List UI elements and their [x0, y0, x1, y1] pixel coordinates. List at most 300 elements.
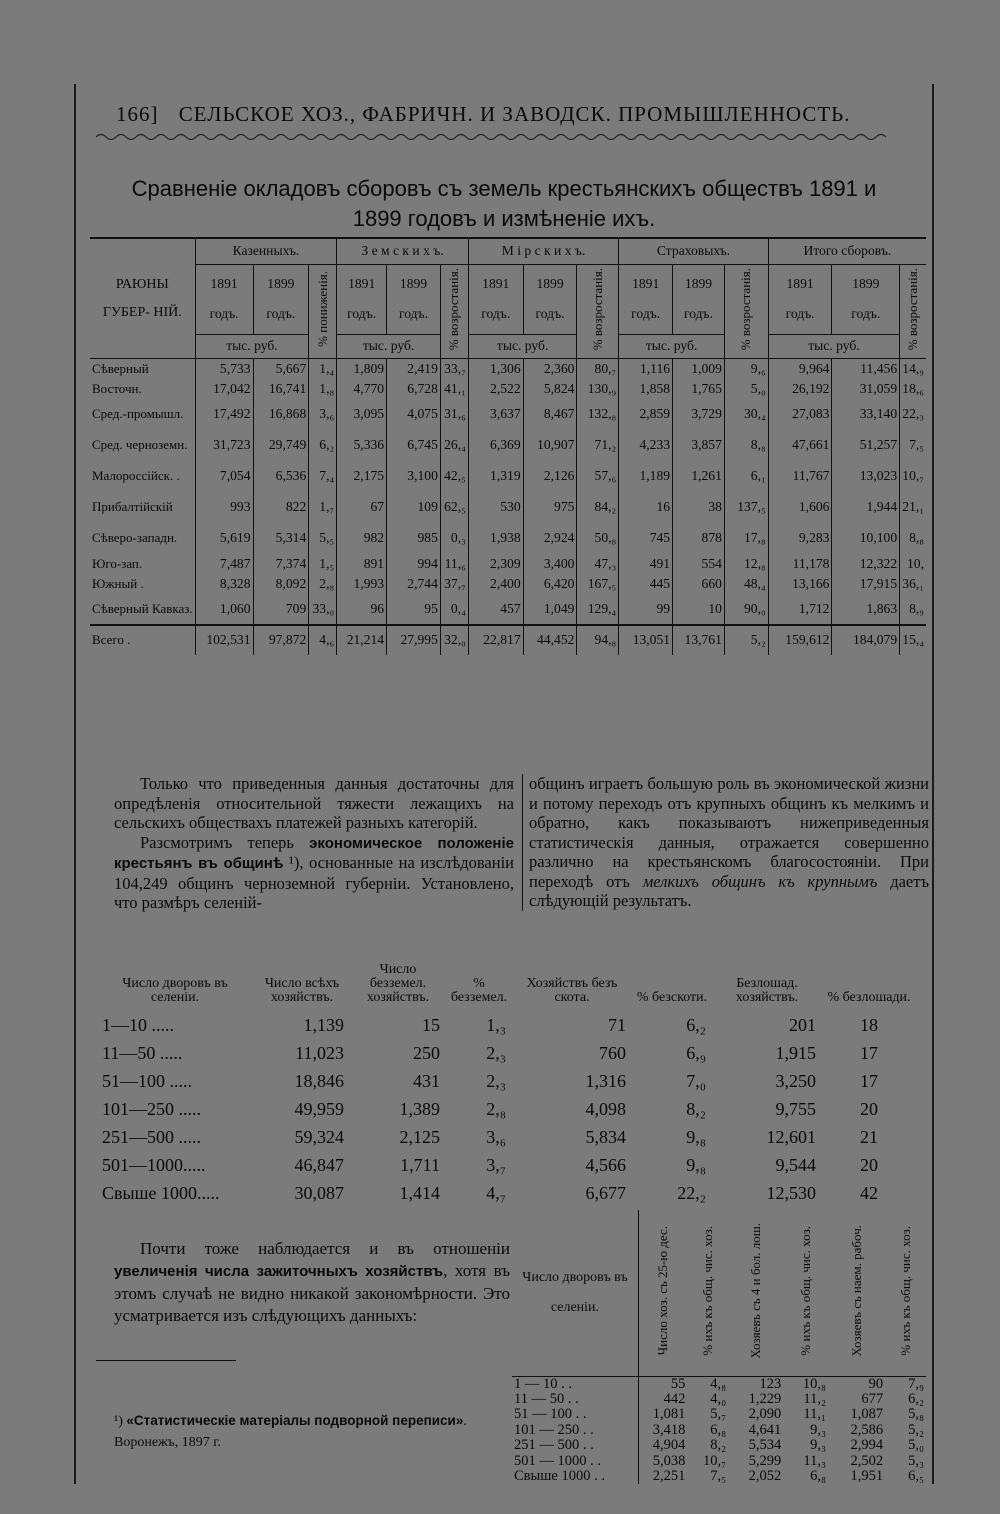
footnote — [114, 1410, 510, 1453]
paragraph-1: Только что приведенныя данныя достаточны для опредѣленія относительной тяжести лежащихъ на сельскихъ обществахъ платежей разныхъ категорій. — [114, 774, 514, 832]
table-cell: 5,299 — [748, 1452, 782, 1469]
table-cell: 2,400 — [468, 574, 523, 594]
table-cell: 17,₈ — [724, 523, 768, 554]
t3-header-7: % ихъ къ общ. чис. хоз. — [897, 1225, 913, 1356]
table-cell: 891 — [337, 554, 387, 574]
table-cell: 29,749 — [253, 430, 309, 461]
pct-increase-header: % возростанія. — [589, 267, 605, 351]
table-cell: 13,023 — [832, 461, 900, 492]
table-cell: 1,993 — [337, 574, 387, 594]
table-cell: 1,009 — [673, 359, 725, 379]
table-cell: 97,872 — [253, 625, 309, 655]
table-cell: 159,612 — [768, 625, 832, 655]
table-row — [90, 430, 926, 461]
t3-header-1: Число дворовъ въ селеніи. — [512, 1210, 638, 1376]
paragraph-4-bold: увеличенія числа зажиточныхъ хозяйствъ — [114, 1263, 444, 1280]
table-cell: 33,₀ — [309, 594, 337, 625]
table-cell: 7,₀ — [686, 1071, 706, 1091]
table-cell: 95 — [387, 594, 441, 625]
god-label: годъ. — [785, 306, 815, 321]
table-cell: 8,₉ — [909, 600, 924, 616]
table-cell: 1,938 — [468, 523, 523, 554]
table-cell: 1 — 10 . . — [512, 1376, 638, 1392]
text-column-right — [522, 774, 929, 911]
page — [74, 84, 934, 1484]
table-cell: 7,₅ — [909, 437, 924, 452]
table-cell: 41,₁ — [440, 379, 468, 399]
table-row — [512, 1423, 926, 1438]
region-name: Сред.-промышл. — [90, 399, 195, 430]
table-cell: 6,745 — [387, 430, 441, 461]
group-strakhovye: Страховыхъ. — [619, 238, 768, 264]
table-cell: 6,₅ — [908, 1467, 924, 1484]
table-cell: 6,369 — [468, 430, 523, 461]
table-cell: 27,083 — [768, 399, 832, 430]
table-row — [90, 594, 926, 625]
table-cell: 677 — [861, 1390, 884, 1407]
table-cell: 1,944 — [832, 492, 900, 523]
table-cell: 4,770 — [337, 379, 387, 399]
table-row — [512, 1469, 926, 1484]
table-cell: 5,₇ — [710, 1406, 727, 1423]
table-row — [96, 1151, 916, 1179]
table-cell: 26,192 — [768, 379, 832, 399]
table-cell: 4,₀ — [710, 1390, 727, 1407]
pct-decrease-header: % пониженія. — [314, 271, 330, 347]
table-row — [90, 523, 926, 554]
table-cell: 33,₇ — [440, 359, 468, 379]
year-1891: 1891 — [210, 276, 238, 291]
table-cell: 38 — [673, 492, 725, 523]
table-cell: 10, — [907, 555, 924, 571]
table-cell: 11,456 — [832, 359, 900, 379]
table-cell: 3,₆ — [486, 1127, 506, 1147]
table-cell: 123 — [759, 1375, 782, 1392]
table-cell: 5,314 — [253, 523, 309, 554]
table-cell: 11,₁ — [803, 1406, 827, 1423]
table-cell: 5,619 — [195, 523, 253, 554]
table-cell: 5,824 — [523, 379, 577, 399]
table-cell: 3,857 — [673, 430, 725, 461]
table-cell: 5,₀ — [908, 1437, 924, 1454]
table-row — [96, 1011, 916, 1039]
table-cell: 9,964 — [768, 359, 832, 379]
year-1891: 1891 — [348, 276, 376, 291]
table-cell: 1,389 — [399, 1099, 440, 1119]
table-cell: 9,₃ — [810, 1421, 827, 1438]
table-cell: 9,755 — [775, 1099, 816, 1119]
table-cell: 184,079 — [832, 625, 900, 655]
paragraph-3-start: общинъ играетъ большую роль въ экономической жизни и потому переходъ отъ крупныхъ общинъ къ мелкимъ и обратно, какъ показываютъ нижеприведенныя статистическія данныя, отражается совершенно различно на крестьянскомъ благосостояніи. При переходѣ отъ — [529, 774, 929, 891]
paragraph-4-end: , хотя въ этомъ случаѣ не видно никакой закономѣрности. Это усматривается изъ слѣдующихъ данныхъ: — [114, 1261, 510, 1325]
group-kazennye: Казенныхъ. — [195, 238, 337, 264]
region-name: Всего . — [90, 625, 195, 655]
table-cell: 11,₃ — [803, 1452, 827, 1469]
pct-increase-header: % возростанія. — [446, 267, 462, 351]
table-cell: 501—1000..... — [102, 1155, 206, 1175]
table-cell: 250 — [413, 1043, 440, 1063]
region-name: Сѣверный Кавказ. — [90, 594, 195, 625]
t3-header-5: % ихъ къ общ. чис. хоз. — [797, 1225, 813, 1356]
table-row — [90, 574, 926, 594]
table-cell: 17 — [860, 1043, 878, 1063]
paragraph-2-bold: экономическое положеніе крестьянъ въ общинѣ — [114, 834, 514, 872]
table-cell: 15 — [422, 1015, 440, 1035]
paragraph-3-end: даетъ слѣдующій результатъ. — [529, 871, 929, 910]
table-cell: 5,667 — [253, 359, 309, 379]
god-label: годъ. — [631, 306, 661, 321]
table-row — [90, 492, 926, 523]
god-label: годъ. — [347, 306, 377, 321]
table-cell: 660 — [673, 574, 725, 594]
table-cell: 17,492 — [195, 399, 253, 430]
table-cell: 5,038 — [652, 1452, 686, 1469]
t3-header-4: Хозяевъ съ 4 и бол. лош. — [747, 1222, 763, 1359]
table-cell: 42,₅ — [440, 461, 468, 492]
table-cell: 1,₅ — [309, 554, 337, 574]
table-cell: 11,178 — [768, 554, 832, 574]
table-cell: 10,₈ — [802, 1375, 827, 1392]
year-1891: 1891 — [632, 276, 660, 291]
t2-header-5: Хозяйствъ безъ скота. — [526, 976, 618, 1005]
table-cell: 2,744 — [387, 574, 441, 594]
table-cell: 30,₄ — [724, 399, 768, 430]
table-cell: 90 — [868, 1375, 884, 1392]
region-name: Юго-зап. — [90, 554, 195, 574]
table-cell: 4,641 — [748, 1421, 782, 1438]
unit-label: тыс. руб. — [468, 334, 577, 358]
table-cell: 10,₇ — [902, 468, 924, 483]
year-1899: 1899 — [536, 276, 564, 291]
pct-increase-header: % возростанія. — [905, 267, 921, 351]
table-cell: 6,677 — [585, 1183, 626, 1203]
table-cell: 9,283 — [768, 523, 832, 554]
table-cell: 6,536 — [253, 461, 309, 492]
table-cell: 8,467 — [523, 399, 577, 430]
table-cell: 2,251 — [652, 1467, 686, 1484]
table-cell: 33,140 — [832, 399, 900, 430]
paragraph-4 — [114, 1238, 510, 1327]
table-cell: 84,₂ — [577, 492, 619, 523]
table-cell: 1,712 — [768, 594, 832, 625]
table-row — [96, 1039, 916, 1067]
table-total-row — [90, 625, 926, 655]
table-cell: 11,767 — [768, 461, 832, 492]
table-cell: 16,868 — [253, 399, 309, 430]
table-cell: 2,309 — [468, 554, 523, 574]
table-cell: Свыше 1000 . . — [512, 1469, 638, 1484]
table-cell: 1,060 — [195, 594, 253, 625]
table-cell: 101—250 ..... — [102, 1099, 201, 1119]
table-cell: 442 — [663, 1390, 686, 1407]
page-number: 166] — [116, 102, 159, 126]
table-cell: 1—10 ..... — [102, 1015, 174, 1035]
running-header — [116, 102, 850, 127]
table-cell: 31,723 — [195, 430, 253, 461]
table-cell: 5,834 — [585, 1127, 626, 1147]
table-cell: 2,924 — [523, 523, 577, 554]
group-mirskie: М і р с к и х ъ. — [468, 238, 618, 264]
table-cell: 9,544 — [775, 1155, 816, 1175]
table-cell: 22,₂ — [677, 1183, 706, 1203]
table-row — [512, 1376, 926, 1392]
table-cell: 10 — [673, 594, 725, 625]
table-cell: 59,324 — [294, 1127, 344, 1147]
table-cell: 21,214 — [337, 625, 387, 655]
table-cell: 2,175 — [337, 461, 387, 492]
table-cell: 10,₇ — [702, 1452, 727, 1469]
table-row — [90, 461, 926, 492]
table-cell: 14,₉ — [902, 360, 924, 376]
region-name: Сѣверный — [90, 359, 195, 379]
table-cell: 3,729 — [673, 399, 725, 430]
table-cell: 11,₂ — [803, 1390, 827, 1407]
table-cell: 31,059 — [832, 379, 900, 399]
table-cell: 2,994 — [850, 1437, 884, 1454]
table-cell: 201 — [789, 1015, 816, 1035]
table-cell: 530 — [468, 492, 523, 523]
year-1891: 1891 — [482, 276, 510, 291]
god-label: годъ. — [398, 306, 428, 321]
table-cell: 51,257 — [832, 430, 900, 461]
table3 — [512, 1210, 926, 1484]
table-cell: 1,087 — [850, 1406, 884, 1423]
year-1899: 1899 — [684, 276, 713, 291]
table-row — [90, 359, 926, 379]
table-cell: 7,₅ — [710, 1467, 727, 1484]
region-name: Малороссійск. . — [90, 461, 195, 492]
footnote-mark: ¹) — [114, 1414, 127, 1429]
table-cell: 5,₈ — [908, 1406, 924, 1423]
table-cell: 18,846 — [294, 1071, 344, 1091]
table-cell: 51—100 ..... — [102, 1071, 192, 1091]
table-cell: 982 — [337, 523, 387, 554]
table-cell: 4,904 — [652, 1437, 686, 1454]
table1-title-line2: 1899 годовъ и измѣненіе ихъ. — [352, 206, 656, 231]
table-cell: 17,915 — [832, 574, 900, 594]
table-cell: 12,322 — [832, 554, 900, 574]
table-cell: 1,809 — [337, 359, 387, 379]
table-cell: 1,316 — [585, 1071, 626, 1091]
table-cell: 1,081 — [652, 1406, 686, 1423]
table-cell: 878 — [673, 523, 725, 554]
table-cell: 71 — [608, 1015, 626, 1035]
table-cell: 6,₈ — [810, 1467, 827, 1484]
table-cell: 2,419 — [387, 359, 441, 379]
table-cell: 2,126 — [523, 461, 577, 492]
table-cell: 10,907 — [523, 430, 577, 461]
table-cell: 2,₃ — [486, 1071, 506, 1091]
table-cell: 5,336 — [337, 430, 387, 461]
footnote-rule — [96, 1360, 236, 1361]
table-cell: 1,606 — [768, 492, 832, 523]
table-cell: 7,374 — [253, 554, 309, 574]
table-cell: 6,₈ — [710, 1421, 727, 1438]
table-cell: 554 — [673, 554, 725, 574]
table-cell: 3,637 — [468, 399, 523, 430]
footnote-title: «Статистическіе матеріалы подворной переписи» — [126, 1413, 464, 1428]
table-cell: 44,452 — [523, 625, 577, 655]
group-itogo: Итого сборовъ. — [803, 243, 892, 259]
table-row — [96, 1123, 916, 1151]
table-cell: 1,049 — [523, 594, 577, 625]
table-cell: 13,166 — [768, 574, 832, 594]
table-cell: 5,733 — [195, 359, 253, 379]
table-cell: 27,995 — [387, 625, 441, 655]
table-cell: 80,₇ — [577, 359, 619, 379]
t3-header-3: % ихъ къ общ. чис. хоз. — [700, 1225, 716, 1356]
table-cell: 17 — [860, 1071, 878, 1091]
table-cell: 13,761 — [673, 625, 725, 655]
table-cell: 5,₂ — [908, 1421, 924, 1438]
table-cell: 1,858 — [619, 379, 673, 399]
table-cell: 15,₄ — [902, 632, 924, 647]
table-row — [90, 554, 926, 574]
table-row — [90, 399, 926, 430]
table2-body — [96, 1011, 916, 1207]
table-cell: 1,261 — [673, 461, 725, 492]
table-cell: 5,534 — [748, 1437, 782, 1454]
table-cell: 6,₂ — [309, 430, 337, 461]
table-cell: 9,₆ — [724, 359, 768, 379]
table-cell: 431 — [413, 1071, 440, 1091]
table-cell: 760 — [599, 1043, 626, 1063]
table-cell: 17,042 — [195, 379, 253, 399]
table-cell: 71,₂ — [577, 430, 619, 461]
table1-title-line1: Сравненіе окладовъ сборовъ съ земель крестьянскихъ обществъ 1891 и — [131, 176, 877, 201]
unit-label: тыс. руб. — [337, 334, 441, 358]
t2-header-8: % безлошади. — [827, 990, 911, 1005]
table-cell: 7,₄ — [309, 461, 337, 492]
table-cell: 1,414 — [399, 1183, 440, 1203]
table-cell: 13,051 — [619, 625, 673, 655]
table-cell: 5,₀ — [724, 379, 768, 399]
table-cell: 0,₄ — [440, 594, 468, 625]
table-cell: 11,₆ — [440, 554, 468, 574]
table-cell: 8,₂ — [686, 1099, 706, 1119]
table-cell: 1,₈ — [309, 379, 337, 399]
table-cell: 129,₄ — [577, 594, 619, 625]
t2-header-3: Число безземел. хозяйствъ. — [366, 962, 430, 1005]
table-cell: 822 — [253, 492, 309, 523]
table-cell: 6,420 — [523, 574, 577, 594]
table-cell: 48,₄ — [724, 574, 768, 594]
table-cell: 12,₈ — [724, 554, 768, 574]
table-cell: 2,586 — [850, 1421, 884, 1438]
table-cell: 9,₈ — [686, 1127, 706, 1147]
table-row — [96, 1095, 916, 1123]
table-cell: 101 — 250 . . — [512, 1423, 638, 1438]
t3-header-6: Хозяевъ съ наем. рабоч. — [848, 1224, 864, 1357]
table-cell: 251 — 500 . . — [512, 1438, 638, 1453]
table-cell: 49,959 — [294, 1099, 344, 1119]
table-cell: 130,₉ — [577, 379, 619, 399]
table-cell: 10,100 — [832, 523, 900, 554]
god-label: годъ. — [683, 306, 713, 321]
table-row — [96, 1179, 916, 1207]
wavy-rule — [96, 132, 886, 142]
table-cell: 47,₃ — [577, 554, 619, 574]
table-cell: 18,₆ — [902, 380, 924, 396]
t3-header-2: Число хоз. съ 25-ю дес. — [655, 1225, 671, 1356]
table-cell: 137,₅ — [724, 492, 768, 523]
year-1899: 1899 — [267, 276, 295, 291]
table-cell: 994 — [387, 554, 441, 574]
paragraph-2 — [114, 833, 514, 913]
table-cell: 22,817 — [468, 625, 523, 655]
table-cell: 6,728 — [387, 379, 441, 399]
region-header: РАЮНЫ ГУБЕР- НІЙ. — [90, 238, 195, 359]
table-cell: 21 — [860, 1127, 878, 1147]
table-cell: 4,₈ — [710, 1375, 727, 1392]
table3-body — [512, 1376, 926, 1484]
table-cell: 16 — [619, 492, 673, 523]
table-cell: 62,₅ — [440, 492, 468, 523]
table-cell: 22,₃ — [902, 406, 924, 421]
table-cell: 8,₂ — [710, 1437, 727, 1454]
footnote-end: . Воронежъ, 1897 г. — [114, 1414, 467, 1450]
table-row — [512, 1454, 926, 1469]
table-cell: 1,915 — [775, 1043, 816, 1063]
table-cell: 985 — [387, 523, 441, 554]
table-row — [512, 1438, 926, 1453]
table-cell: 1,765 — [673, 379, 725, 399]
t2-header-4: % безземел. — [450, 976, 508, 1005]
table-cell: 9,₃ — [810, 1437, 827, 1454]
table-cell: 8,₈ — [909, 530, 924, 545]
table-cell: 975 — [523, 492, 577, 523]
group-zemskie: З е м с к и х ъ. — [337, 238, 469, 264]
t2-header-7: Безлошад. хозяйствъ. — [735, 976, 799, 1005]
table-cell: 4,₆ — [309, 625, 337, 655]
table-cell: 6,₉ — [686, 1043, 706, 1063]
table-cell: 7,054 — [195, 461, 253, 492]
region-name: Южный . — [90, 574, 195, 594]
table-cell: 2,360 — [523, 359, 577, 379]
table-cell: 46,847 — [294, 1155, 344, 1175]
region-name: Сѣверо-западн. — [90, 523, 195, 554]
table-cell: 55 — [670, 1375, 686, 1392]
table-cell: 6,₂ — [908, 1390, 924, 1407]
table-cell: 3,400 — [523, 554, 577, 574]
running-title: СЕЛЬСКОЕ ХОЗ., ФАБРИЧН. И ЗАВОДСК. ПРОМЫШЛЕННОСТЬ. — [178, 102, 851, 126]
table-cell: 1,189 — [619, 461, 673, 492]
table-cell: 6,₁ — [724, 461, 768, 492]
god-label: годъ. — [481, 306, 511, 321]
table-cell: 709 — [253, 594, 309, 625]
table-cell: 12,530 — [766, 1183, 816, 1203]
table-cell: 5,₃ — [908, 1452, 924, 1469]
table-cell: 47,661 — [768, 430, 832, 461]
table-cell: 50,₈ — [577, 523, 619, 554]
table-cell: 26,₄ — [440, 430, 468, 461]
table-row — [512, 1407, 926, 1422]
table-cell: 5,₂ — [724, 625, 768, 655]
table-cell: 37,₇ — [440, 574, 468, 594]
table-cell: 1,₃ — [486, 1015, 506, 1035]
table-cell: 18 — [860, 1015, 878, 1035]
unit-label: тыс. руб. — [195, 334, 309, 358]
paragraph-2-end: ¹), основанные на изслѣдованіи 104,249 общинъ черноземной губерніи. Установлено, что размѣръ селеній- — [114, 853, 514, 912]
god-label: годъ. — [266, 306, 296, 321]
table-cell: 7,₉ — [908, 1375, 924, 1392]
table-cell: 2,859 — [619, 399, 673, 430]
t2-header-6: % безскоти. — [636, 990, 708, 1005]
table-cell: 1,711 — [400, 1155, 440, 1175]
table-cell: 8,328 — [195, 574, 253, 594]
t2-header-1: Число дворовъ въ селеніи. — [122, 976, 228, 1005]
table-cell: 109 — [387, 492, 441, 523]
